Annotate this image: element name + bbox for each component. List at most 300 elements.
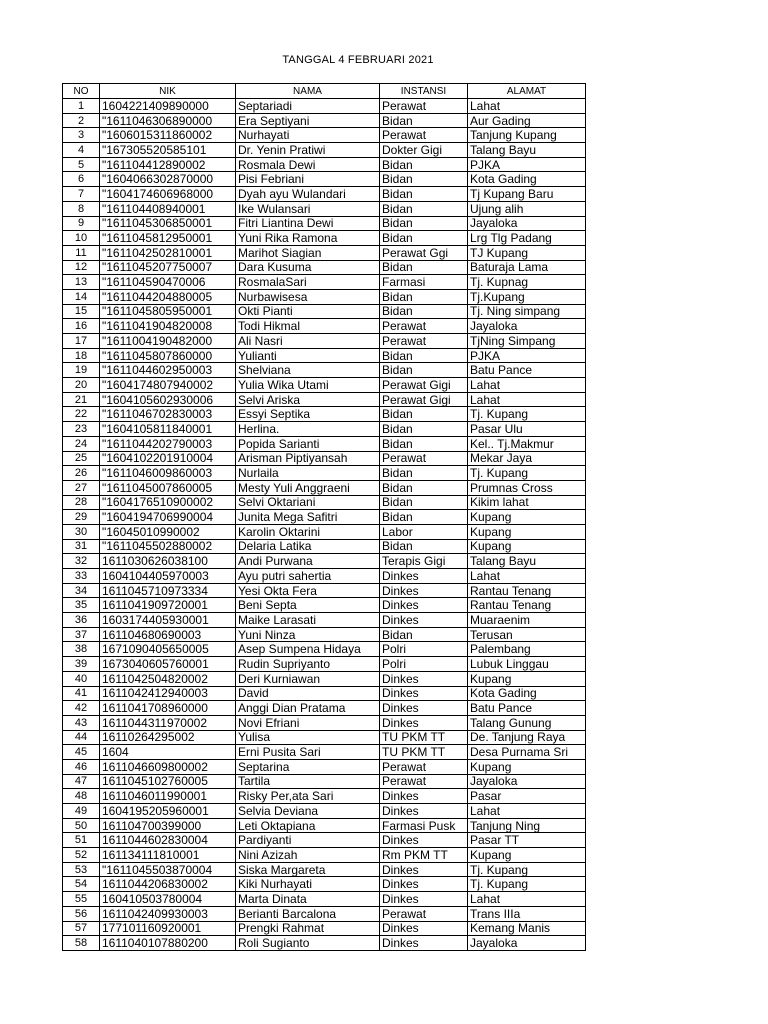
cell-alamat: TJ Kupang (468, 245, 586, 260)
cell-nama: Selvi Ariska (236, 392, 380, 407)
cell-instansi: Perawat Gigi (380, 378, 468, 393)
cell-nik: 1611040107880200 (100, 936, 236, 951)
cell-nik: "1606015311860002 (100, 128, 236, 143)
cell-nama: Prengki Rahmat (236, 921, 380, 936)
cell-alamat: Talang Gunung (468, 715, 586, 730)
cell-nik: 1611041909720001 (100, 598, 236, 613)
table-row (63, 642, 586, 657)
cell-instansi: Dinkes (380, 921, 468, 936)
cell-alamat: Tj. Ning simpang (468, 304, 586, 319)
table-row (63, 436, 586, 451)
cell-instansi: TU PKM TT (380, 745, 468, 760)
cell-instansi: Perawat (380, 99, 468, 114)
cell-nik: "1604105602930006 (100, 392, 236, 407)
cell-alamat: Rantau Tenang (468, 598, 586, 613)
cell-instansi: Dinkes (380, 569, 468, 584)
table-row (63, 245, 586, 260)
cell-nik: 1611041708960000 (100, 701, 236, 716)
cell-nik: 161104700399000 (100, 818, 236, 833)
cell-nik: "1604174606968000 (100, 187, 236, 202)
cell-nama: Yulianti (236, 348, 380, 363)
cell-no: 29 (63, 510, 100, 525)
cell-no: 36 (63, 613, 100, 628)
cell-alamat: Lahat (468, 99, 586, 114)
cell-nama: Selvia Deviana (236, 804, 380, 819)
cell-no: 1 (63, 99, 100, 114)
cell-instansi: Bidan (380, 348, 468, 363)
cell-nama: Leti Oktapiana (236, 818, 380, 833)
cell-nik: 1604221409890000 (100, 99, 236, 114)
cell-instansi: Dinkes (380, 833, 468, 848)
cell-instansi: Bidan (380, 627, 468, 642)
cell-no: 6 (63, 172, 100, 187)
cell-no: 11 (63, 245, 100, 260)
cell-instansi: Dinkes (380, 892, 468, 907)
cell-instansi: Perawat Ggi (380, 245, 468, 260)
cell-nama: Shelviana (236, 363, 380, 378)
cell-nik: "1604066302870000 (100, 172, 236, 187)
cell-no: 37 (63, 627, 100, 642)
cell-no: 30 (63, 524, 100, 539)
cell-no: 9 (63, 216, 100, 231)
cell-nik: 160410503780004 (100, 892, 236, 907)
cell-alamat: Muaraenim (468, 613, 586, 628)
cell-alamat: Talang Bayu (468, 143, 586, 158)
table-row (63, 936, 586, 951)
cell-alamat: Kota Gading (468, 686, 586, 701)
cell-alamat: Tj. Kupang (468, 877, 586, 892)
cell-instansi: Perawat (380, 128, 468, 143)
cell-nik: "161104412890002 (100, 157, 236, 172)
table-row (63, 892, 586, 907)
cell-nama: Dara Kusuma (236, 260, 380, 275)
cell-nik: 1611044311970002 (100, 715, 236, 730)
cell-alamat: Tanjung Kupang (468, 128, 586, 143)
cell-no: 28 (63, 495, 100, 510)
cell-nama: Era Septiyani (236, 113, 380, 128)
cell-alamat: Tj. Kupang (468, 407, 586, 422)
table-row (63, 921, 586, 936)
cell-instansi: Polri (380, 642, 468, 657)
cell-nik: 1611042412940003 (100, 686, 236, 701)
cell-nama: Herlina. (236, 422, 380, 437)
cell-alamat: Batu Pance (468, 701, 586, 716)
cell-no: 26 (63, 466, 100, 481)
cell-no: 27 (63, 480, 100, 495)
table-row (63, 172, 586, 187)
cell-nik: "1604194706990004 (100, 510, 236, 525)
cell-nama: Berianti Barcalona (236, 906, 380, 921)
table-row (63, 201, 586, 216)
cell-no: 17 (63, 334, 100, 349)
cell-nama: Karolin Oktarini (236, 524, 380, 539)
table-row (63, 774, 586, 789)
cell-alamat: Baturaja Lama (468, 260, 586, 275)
cell-nama: Kiki Nurhayati (236, 877, 380, 892)
cell-no: 43 (63, 715, 100, 730)
cell-nama: Asep Sumpena Hidaya (236, 642, 380, 657)
cell-nik: "1611045502880002 (100, 539, 236, 554)
table-row (63, 745, 586, 760)
cell-alamat: Desa Purnama Sri (468, 745, 586, 760)
cell-alamat: Tj. Kupnag (468, 275, 586, 290)
cell-instansi: Bidan (380, 260, 468, 275)
cell-nama: Erni Pusita Sari (236, 745, 380, 760)
cell-nik: "1611044204880005 (100, 289, 236, 304)
cell-nik: 161104680690003 (100, 627, 236, 642)
cell-nik: "1611042502810001 (100, 245, 236, 260)
cell-instansi: Farmasi (380, 275, 468, 290)
cell-nama: Todi Hikmal (236, 319, 380, 334)
cell-instansi: Dinkes (380, 613, 468, 628)
cell-instansi: Dinkes (380, 789, 468, 804)
cell-no: 45 (63, 745, 100, 760)
table-row (63, 657, 586, 672)
cell-no: 58 (63, 936, 100, 951)
cell-alamat: Kemang Manis (468, 921, 586, 936)
cell-nik: 161134111810001 (100, 848, 236, 863)
cell-instansi: Dinkes (380, 862, 468, 877)
cell-alamat: TjNing Simpang (468, 334, 586, 349)
cell-nama: Mesty Yuli Anggraeni (236, 480, 380, 495)
table-row (63, 569, 586, 584)
table-row (63, 598, 586, 613)
cell-instansi: Bidan (380, 407, 468, 422)
table-row (63, 848, 586, 863)
cell-nama: Roli Sugianto (236, 936, 380, 951)
cell-no: 18 (63, 348, 100, 363)
cell-alamat: Pasar (468, 789, 586, 804)
cell-alamat: Batu Pance (468, 363, 586, 378)
cell-instansi: TU PKM TT (380, 730, 468, 745)
header-alamat: ALAMAT (468, 84, 586, 99)
cell-no: 50 (63, 818, 100, 833)
cell-instansi: Bidan (380, 510, 468, 525)
cell-nama: Fitri Liantina Dewi (236, 216, 380, 231)
cell-no: 51 (63, 833, 100, 848)
cell-alamat: Lahat (468, 378, 586, 393)
cell-alamat: Talang Bayu (468, 554, 586, 569)
cell-instansi: Perawat (380, 319, 468, 334)
cell-alamat: Tj. Kupang (468, 466, 586, 481)
cell-instansi: Dinkes (380, 804, 468, 819)
cell-no: 23 (63, 422, 100, 437)
cell-nik: "1604176510900002 (100, 495, 236, 510)
cell-no: 34 (63, 583, 100, 598)
cell-nama: Novi Efriani (236, 715, 380, 730)
cell-no: 46 (63, 759, 100, 774)
cell-nama: Yulia Wika Utami (236, 378, 380, 393)
cell-instansi: Farmasi Pusk (380, 818, 468, 833)
table-row (63, 627, 586, 642)
cell-alamat: PJKA (468, 348, 586, 363)
table-row (63, 157, 586, 172)
cell-no: 47 (63, 774, 100, 789)
cell-alamat: Jayaloka (468, 216, 586, 231)
cell-alamat: Kupang (468, 671, 586, 686)
cell-nik: "1611041904820008 (100, 319, 236, 334)
cell-nik: 1611042504820002 (100, 671, 236, 686)
cell-instansi: Bidan (380, 304, 468, 319)
cell-no: 38 (63, 642, 100, 657)
cell-nik: 1671090405650005 (100, 642, 236, 657)
cell-instansi: Perawat (380, 774, 468, 789)
table-row (63, 789, 586, 804)
cell-no: 4 (63, 143, 100, 158)
cell-nama: Rudin Supriyanto (236, 657, 380, 672)
cell-instansi: Dinkes (380, 671, 468, 686)
page-title (0, 54, 768, 66)
table-row (63, 363, 586, 378)
cell-no: 49 (63, 804, 100, 819)
cell-instansi: Bidan (380, 363, 468, 378)
cell-alamat: Rantau Tenang (468, 583, 586, 598)
cell-no: 42 (63, 701, 100, 716)
cell-instansi: Bidan (380, 289, 468, 304)
table-row (63, 99, 586, 114)
cell-nama: Andi Purwana (236, 554, 380, 569)
table-row (63, 906, 586, 921)
cell-no: 15 (63, 304, 100, 319)
cell-nama: Rosmala Dewi (236, 157, 380, 172)
cell-no: 25 (63, 451, 100, 466)
cell-nama: Anggi Dian Pratama (236, 701, 380, 716)
cell-instansi: Dinkes (380, 715, 468, 730)
table-row (63, 187, 586, 202)
table-row (63, 554, 586, 569)
table-row (63, 466, 586, 481)
cell-no: 56 (63, 906, 100, 921)
cell-nama: Tartila (236, 774, 380, 789)
table-row (63, 422, 586, 437)
table-row (63, 877, 586, 892)
cell-alamat: Pasar Ulu (468, 422, 586, 437)
cell-alamat: Kel.. Tj.Makmur (468, 436, 586, 451)
cell-nik: "1611045207750007 (100, 260, 236, 275)
cell-nik: "1611045007860005 (100, 480, 236, 495)
cell-no: 55 (63, 892, 100, 907)
table-row (63, 319, 586, 334)
cell-no: 48 (63, 789, 100, 804)
cell-nik: 1611044602830004 (100, 833, 236, 848)
cell-alamat: Pasar TT (468, 833, 586, 848)
cell-no: 31 (63, 539, 100, 554)
cell-alamat: Ujung alih (468, 201, 586, 216)
cell-nik: "1611045503870004 (100, 862, 236, 877)
cell-alamat: Jayaloka (468, 774, 586, 789)
cell-no: 7 (63, 187, 100, 202)
cell-instansi: Bidan (380, 436, 468, 451)
cell-instansi: Dinkes (380, 598, 468, 613)
cell-nama: Yesi Okta Fera (236, 583, 380, 598)
cell-nama: Yuni Ninza (236, 627, 380, 642)
cell-nama: Essyi Septika (236, 407, 380, 422)
cell-nik: "16045010990002 (100, 524, 236, 539)
cell-nama: Septarina (236, 759, 380, 774)
cell-alamat: Kikim lahat (468, 495, 586, 510)
cell-nama: Nurhayati (236, 128, 380, 143)
table-row (63, 304, 586, 319)
table-row (63, 451, 586, 466)
table-row (63, 613, 586, 628)
cell-nik: "1604105811840001 (100, 422, 236, 437)
table-row (63, 524, 586, 539)
cell-nama: Deri Kurniawan (236, 671, 380, 686)
cell-no: 12 (63, 260, 100, 275)
data-table (62, 83, 586, 951)
table-row (63, 671, 586, 686)
cell-nama: Ali Nasri (236, 334, 380, 349)
table-row (63, 216, 586, 231)
table-row (63, 862, 586, 877)
cell-nama: David (236, 686, 380, 701)
cell-alamat: Lahat (468, 892, 586, 907)
cell-nik: "1611046306890000 (100, 113, 236, 128)
table-row (63, 539, 586, 554)
cell-nama: Yulisa (236, 730, 380, 745)
header-nik: NIK (100, 84, 236, 99)
cell-nik: "1604174807940002 (100, 378, 236, 393)
cell-no: 24 (63, 436, 100, 451)
cell-instansi: Bidan (380, 231, 468, 246)
page-title-text: TANGGAL 4 FEBRUARI 2021 (282, 54, 434, 66)
cell-instansi: Bidan (380, 187, 468, 202)
table-row (63, 143, 586, 158)
cell-instansi: Bidan (380, 466, 468, 481)
cell-nama: Septariadi (236, 99, 380, 114)
header-nama: NAMA (236, 84, 380, 99)
cell-no: 40 (63, 671, 100, 686)
table-row (63, 231, 586, 246)
cell-nik: 1611042409930003 (100, 906, 236, 921)
cell-nik: "1611044202790003 (100, 436, 236, 451)
table-row (63, 348, 586, 363)
cell-nama: Maike Larasati (236, 613, 380, 628)
cell-nama: Yuni Rika Ramona (236, 231, 380, 246)
cell-alamat: Kota Gading (468, 172, 586, 187)
cell-nama: Risky Per,ata Sari (236, 789, 380, 804)
cell-alamat: Kupang (468, 524, 586, 539)
table-row (63, 701, 586, 716)
cell-no: 41 (63, 686, 100, 701)
cell-alamat: Kupang (468, 539, 586, 554)
cell-no: 39 (63, 657, 100, 672)
cell-nama: Siska Margareta (236, 862, 380, 877)
cell-no: 21 (63, 392, 100, 407)
cell-nik: "161104408940001 (100, 201, 236, 216)
cell-instansi: Dinkes (380, 936, 468, 951)
cell-nik: "1611045812950001 (100, 231, 236, 246)
cell-nama: Delaria Latika (236, 539, 380, 554)
cell-nik: 1603174405930001 (100, 613, 236, 628)
cell-nik: 1611045102760005 (100, 774, 236, 789)
table-row (63, 818, 586, 833)
cell-nik: "1611044602950003 (100, 363, 236, 378)
cell-nik: "1611046702830003 (100, 407, 236, 422)
table-row (63, 128, 586, 143)
cell-no: 3 (63, 128, 100, 143)
cell-no: 2 (63, 113, 100, 128)
cell-instansi: Bidan (380, 495, 468, 510)
cell-nik: 1611046609800002 (100, 759, 236, 774)
cell-alamat: Tj.Kupang (468, 289, 586, 304)
cell-nama: Nurlaila (236, 466, 380, 481)
cell-instansi: Rm PKM TT (380, 848, 468, 863)
cell-nama: Selvi Oktariani (236, 495, 380, 510)
cell-alamat: Kupang (468, 510, 586, 525)
cell-no: 44 (63, 730, 100, 745)
cell-nik: "1611045306850001 (100, 216, 236, 231)
cell-alamat: Lubuk Linggau (468, 657, 586, 672)
table-row (63, 510, 586, 525)
cell-instansi: Bidan (380, 201, 468, 216)
cell-nama: RosmalaSari (236, 275, 380, 290)
cell-alamat: Jayaloka (468, 936, 586, 951)
table-row (63, 378, 586, 393)
cell-instansi: Dinkes (380, 701, 468, 716)
cell-instansi: Dinkes (380, 877, 468, 892)
cell-alamat: Tj. Kupang (468, 862, 586, 877)
table-row (63, 392, 586, 407)
cell-nik: 1611046011990001 (100, 789, 236, 804)
cell-nama: Marihot Siagian (236, 245, 380, 260)
cell-instansi: Labor (380, 524, 468, 539)
cell-alamat: Tj Kupang Baru (468, 187, 586, 202)
cell-no: 54 (63, 877, 100, 892)
cell-nik: "167305520585101 (100, 143, 236, 158)
cell-alamat: Lahat (468, 569, 586, 584)
cell-nik: 1611045710973334 (100, 583, 236, 598)
cell-nik: 1673040605760001 (100, 657, 236, 672)
cell-instansi: Bidan (380, 157, 468, 172)
cell-alamat: Mekar Jaya (468, 451, 586, 466)
table-header-row (63, 84, 586, 99)
cell-nik: 1604104405970003 (100, 569, 236, 584)
cell-nik: 16110264295002 (100, 730, 236, 745)
table-row (63, 275, 586, 290)
cell-alamat: Lahat (468, 392, 586, 407)
cell-instansi: Bidan (380, 422, 468, 437)
cell-nama: Arisman Piptiyansah (236, 451, 380, 466)
table-row (63, 289, 586, 304)
cell-instansi: Perawat (380, 759, 468, 774)
cell-nama: Pisi Febriani (236, 172, 380, 187)
cell-alamat: Kupang (468, 759, 586, 774)
cell-instansi: Perawat (380, 334, 468, 349)
cell-instansi: Bidan (380, 172, 468, 187)
cell-no: 35 (63, 598, 100, 613)
cell-nik: 1611044206830002 (100, 877, 236, 892)
table-row (63, 583, 586, 598)
table-row (63, 715, 586, 730)
header-instansi: INSTANSI (380, 84, 468, 99)
cell-nik: "161104590470006 (100, 275, 236, 290)
cell-nik: 1604 (100, 745, 236, 760)
cell-instansi: Dokter Gigi (380, 143, 468, 158)
cell-nama: Nini Azizah (236, 848, 380, 863)
cell-instansi: Bidan (380, 480, 468, 495)
cell-nama: Ike Wulansari (236, 201, 380, 216)
cell-nama: Popida Sarianti (236, 436, 380, 451)
table-row (63, 804, 586, 819)
cell-instansi: Polri (380, 657, 468, 672)
cell-nik: 177101160920001 (100, 921, 236, 936)
cell-nama: Nurbawisesa (236, 289, 380, 304)
cell-no: 53 (63, 862, 100, 877)
cell-no: 10 (63, 231, 100, 246)
cell-no: 33 (63, 569, 100, 584)
cell-alamat: Lahat (468, 804, 586, 819)
